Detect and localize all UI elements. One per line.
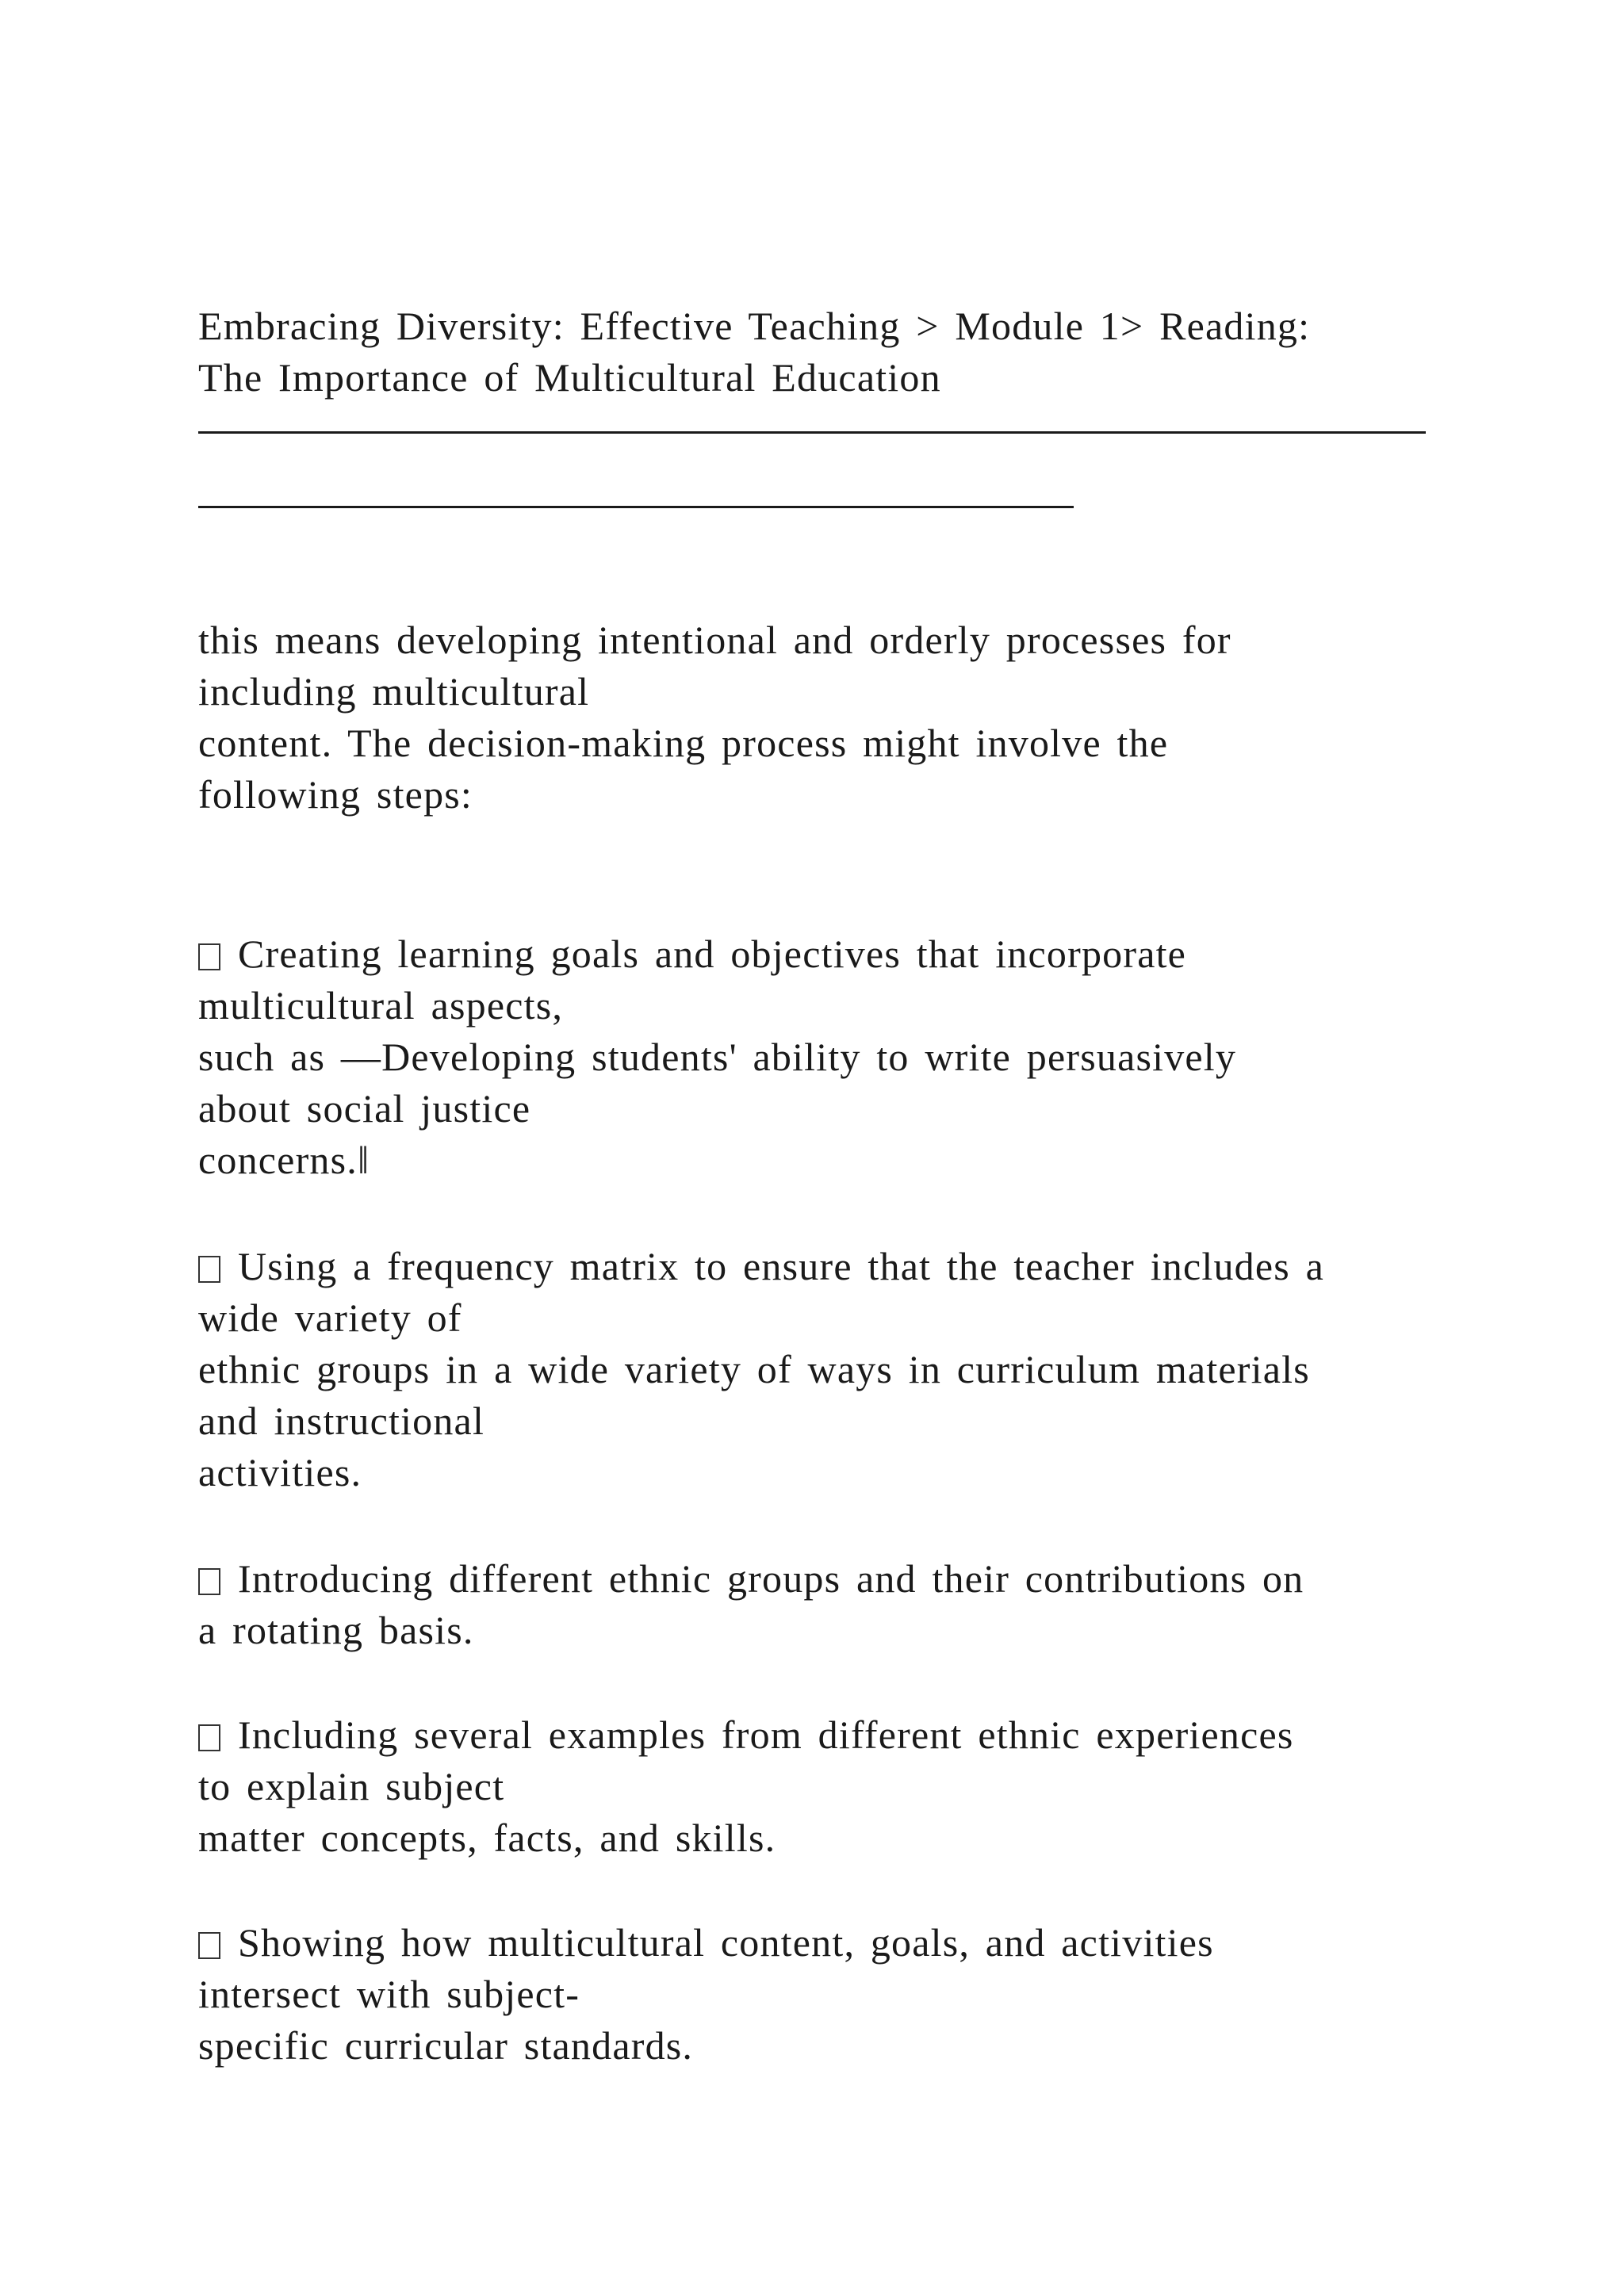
intro-line-2: including multicultural (198, 669, 590, 714)
intro-line-3: content. The decision-making process might involve the (198, 721, 1169, 765)
step-1-line-3: such as —Developing students' ability to write persuasively (198, 1035, 1237, 1079)
step-4-line-1: Including several examples from different ethnic experiences (198, 1709, 1294, 1760)
step-4-line-2: to explain subject (198, 1764, 505, 1808)
step-1-line-4: about social justice (198, 1086, 531, 1131)
step-3-line-2: a rotating basis. (198, 1608, 474, 1652)
bullet-box-icon (198, 1256, 220, 1283)
document-title-line-2: The Importance of Multicultural Education (198, 355, 941, 400)
step-2-line-4: and instructional (198, 1399, 485, 1443)
intro-line-4: following steps: (198, 772, 473, 817)
step-5-line-3: specific curricular standards. (198, 2023, 694, 2068)
bullet-box-icon (198, 943, 220, 970)
step-5-line-2: intersect with subject- (198, 1972, 580, 2016)
step-2-line-1: Using a frequency matrix to ensure that the teacher includes a (198, 1241, 1324, 1292)
separator-rule-1 (198, 431, 1426, 434)
step-2-line-5: activities. (198, 1450, 362, 1494)
step-1-line-2: multicultural aspects, (198, 983, 564, 1027)
intro-line-1: this means developing intentional and orderly processes for (198, 618, 1231, 662)
step-1-line-5: concerns.‖ (198, 1138, 370, 1182)
bullet-box-icon (198, 1932, 220, 1959)
step-2-line-3: ethnic groups in a wide variety of ways in curriculum materials (198, 1347, 1310, 1391)
document-title-line-1: Embracing Diversity: Effective Teaching > Module 1> Reading: (198, 304, 1311, 348)
step-4-line-3: matter concepts, facts, and skills. (198, 1816, 776, 1860)
separator-rule-2 (198, 506, 1074, 508)
step-5-line-1: Showing how multicultural content, goals, and activities (198, 1917, 1214, 1968)
step-2-line-2: wide variety of (198, 1295, 462, 1340)
step-1-line-1: Creating learning goals and objectives that incorporate (198, 928, 1186, 979)
bullet-box-icon (198, 1724, 220, 1751)
step-3-line-1: Introducing different ethnic groups and their contributions on (198, 1553, 1304, 1604)
bullet-box-icon (198, 1568, 220, 1595)
